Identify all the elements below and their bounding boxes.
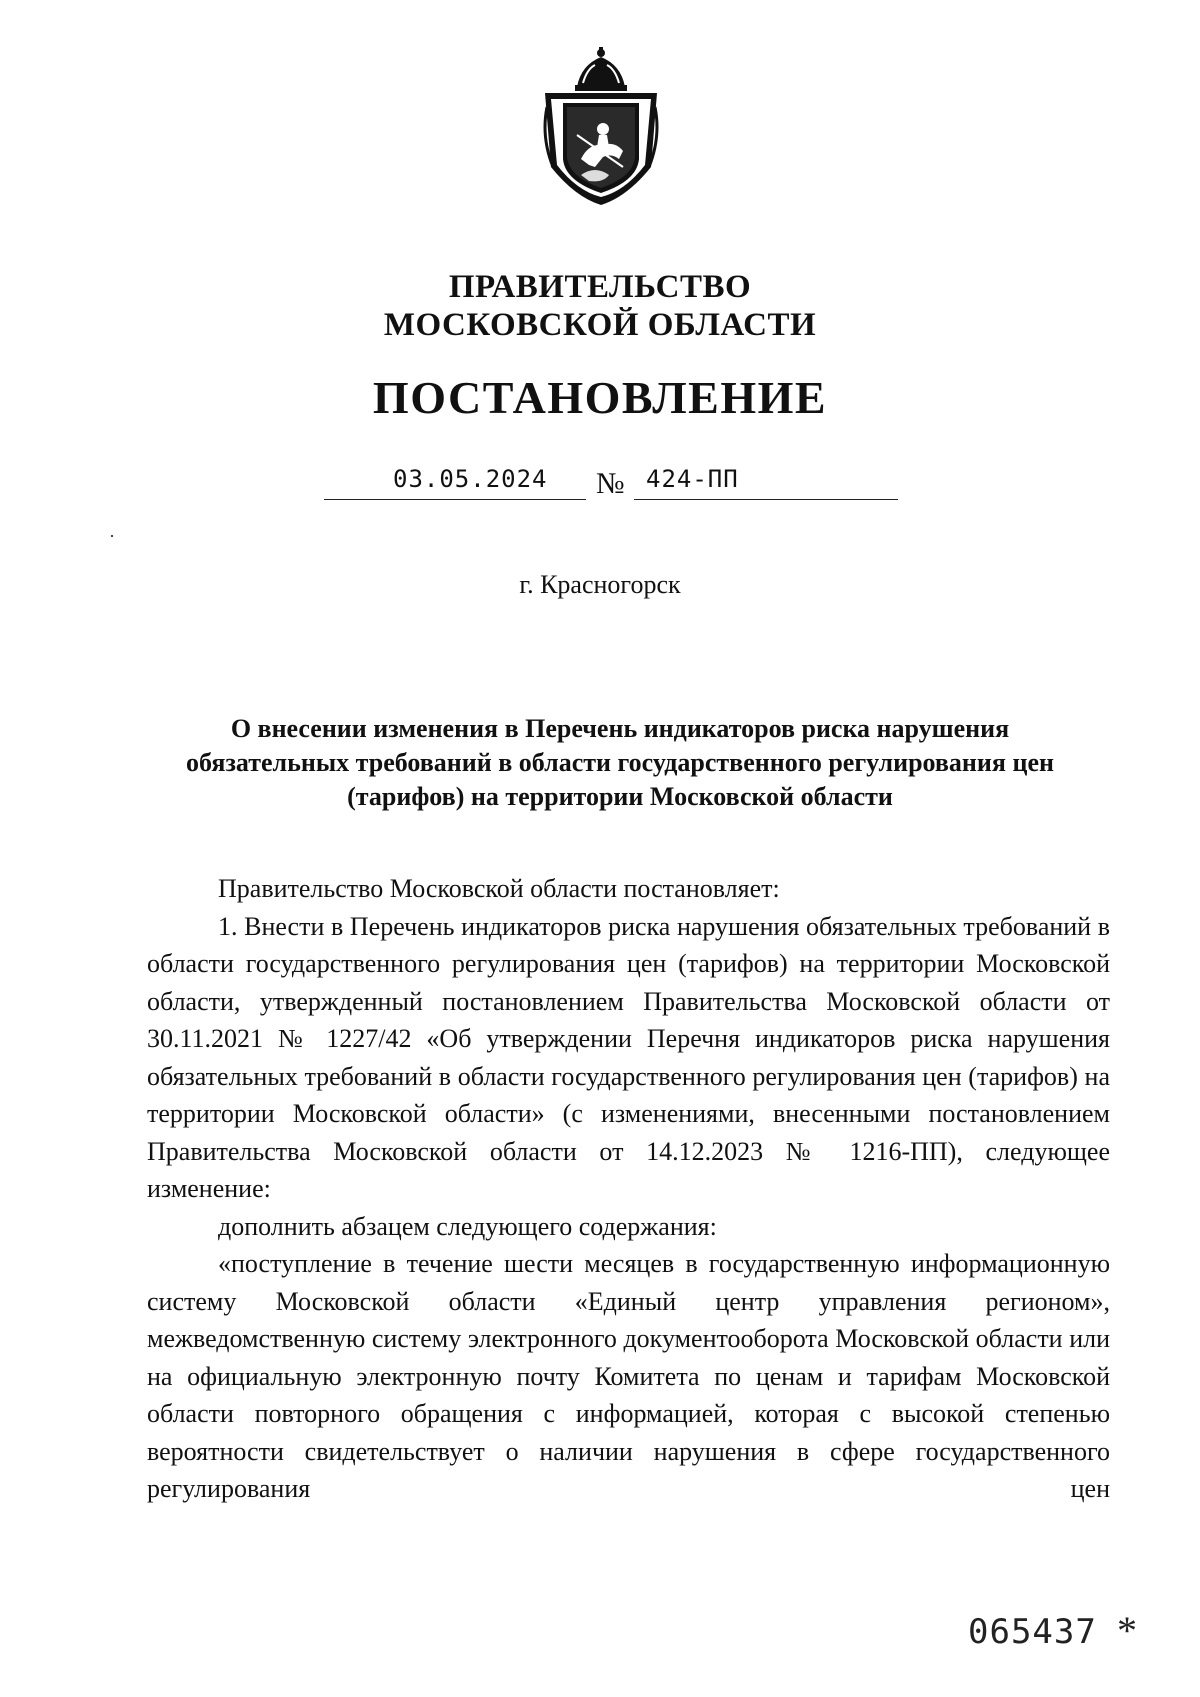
document-type: ПОСТАНОВЛЕНИЕ	[372, 372, 828, 423]
city: г. Красногорск	[519, 570, 681, 599]
document-serial-number: 065437	[968, 1612, 1097, 1652]
organization-name-line1: ПРАВИТЕЛЬСТВО	[448, 269, 752, 305]
document-body	[147, 870, 1110, 1508]
paragraph-quote: «поступление в течение шести месяцев в государственную информационную систему Московской области «Единый центр управления регионом», межведомственную систему электронного документооборота Московской области или на официальную электронную почту Комитета по ценам и тарифам Московской области повторного обращения с информацией, которая с высокой степенью вероятности свидетельствует о наличии нарушения в сфере государственного регулирования цен	[147, 1249, 1110, 1503]
number-sign: №	[596, 467, 625, 500]
document-title: О внесении изменения в Перечень индикаторов риска нарушения обязательных требований в области государственного регулирования цен (тарифов) на территории Московской области	[186, 714, 1054, 811]
organization-name-line2: МОСКОВСКОЙ ОБЛАСТИ	[383, 307, 817, 343]
paragraph-instruction: дополнить абзацем следующего содержания:	[218, 1211, 717, 1241]
scan-dot	[111, 535, 113, 537]
coat-of-arms-icon	[537, 47, 665, 209]
asterisk-mark: *	[1117, 1608, 1137, 1653]
paragraph-preamble: Правительство Московской области постановляет:	[218, 874, 780, 903]
paragraph-item-1: 1. Внести в Перечень индикаторов риска нарушения обязательных требований в области государственного регулирования цен (тарифов) на территории Московской области, утвержденный постановлением Правительства Московской области от 30.11.2021 № 1227/42 «Об утверждении Перечня индикаторов риска нарушения обязательных требований в области государственного регулирования цен (тарифов) на территории Московской области» (с изменениями, внесенными постановлением Правительства Московской области от 14.12.2023 № 1216-ПП), следующее изменение:	[147, 911, 1110, 1203]
document-number: 424-ПП	[646, 465, 739, 493]
document-date: 03.05.2024	[393, 465, 548, 493]
